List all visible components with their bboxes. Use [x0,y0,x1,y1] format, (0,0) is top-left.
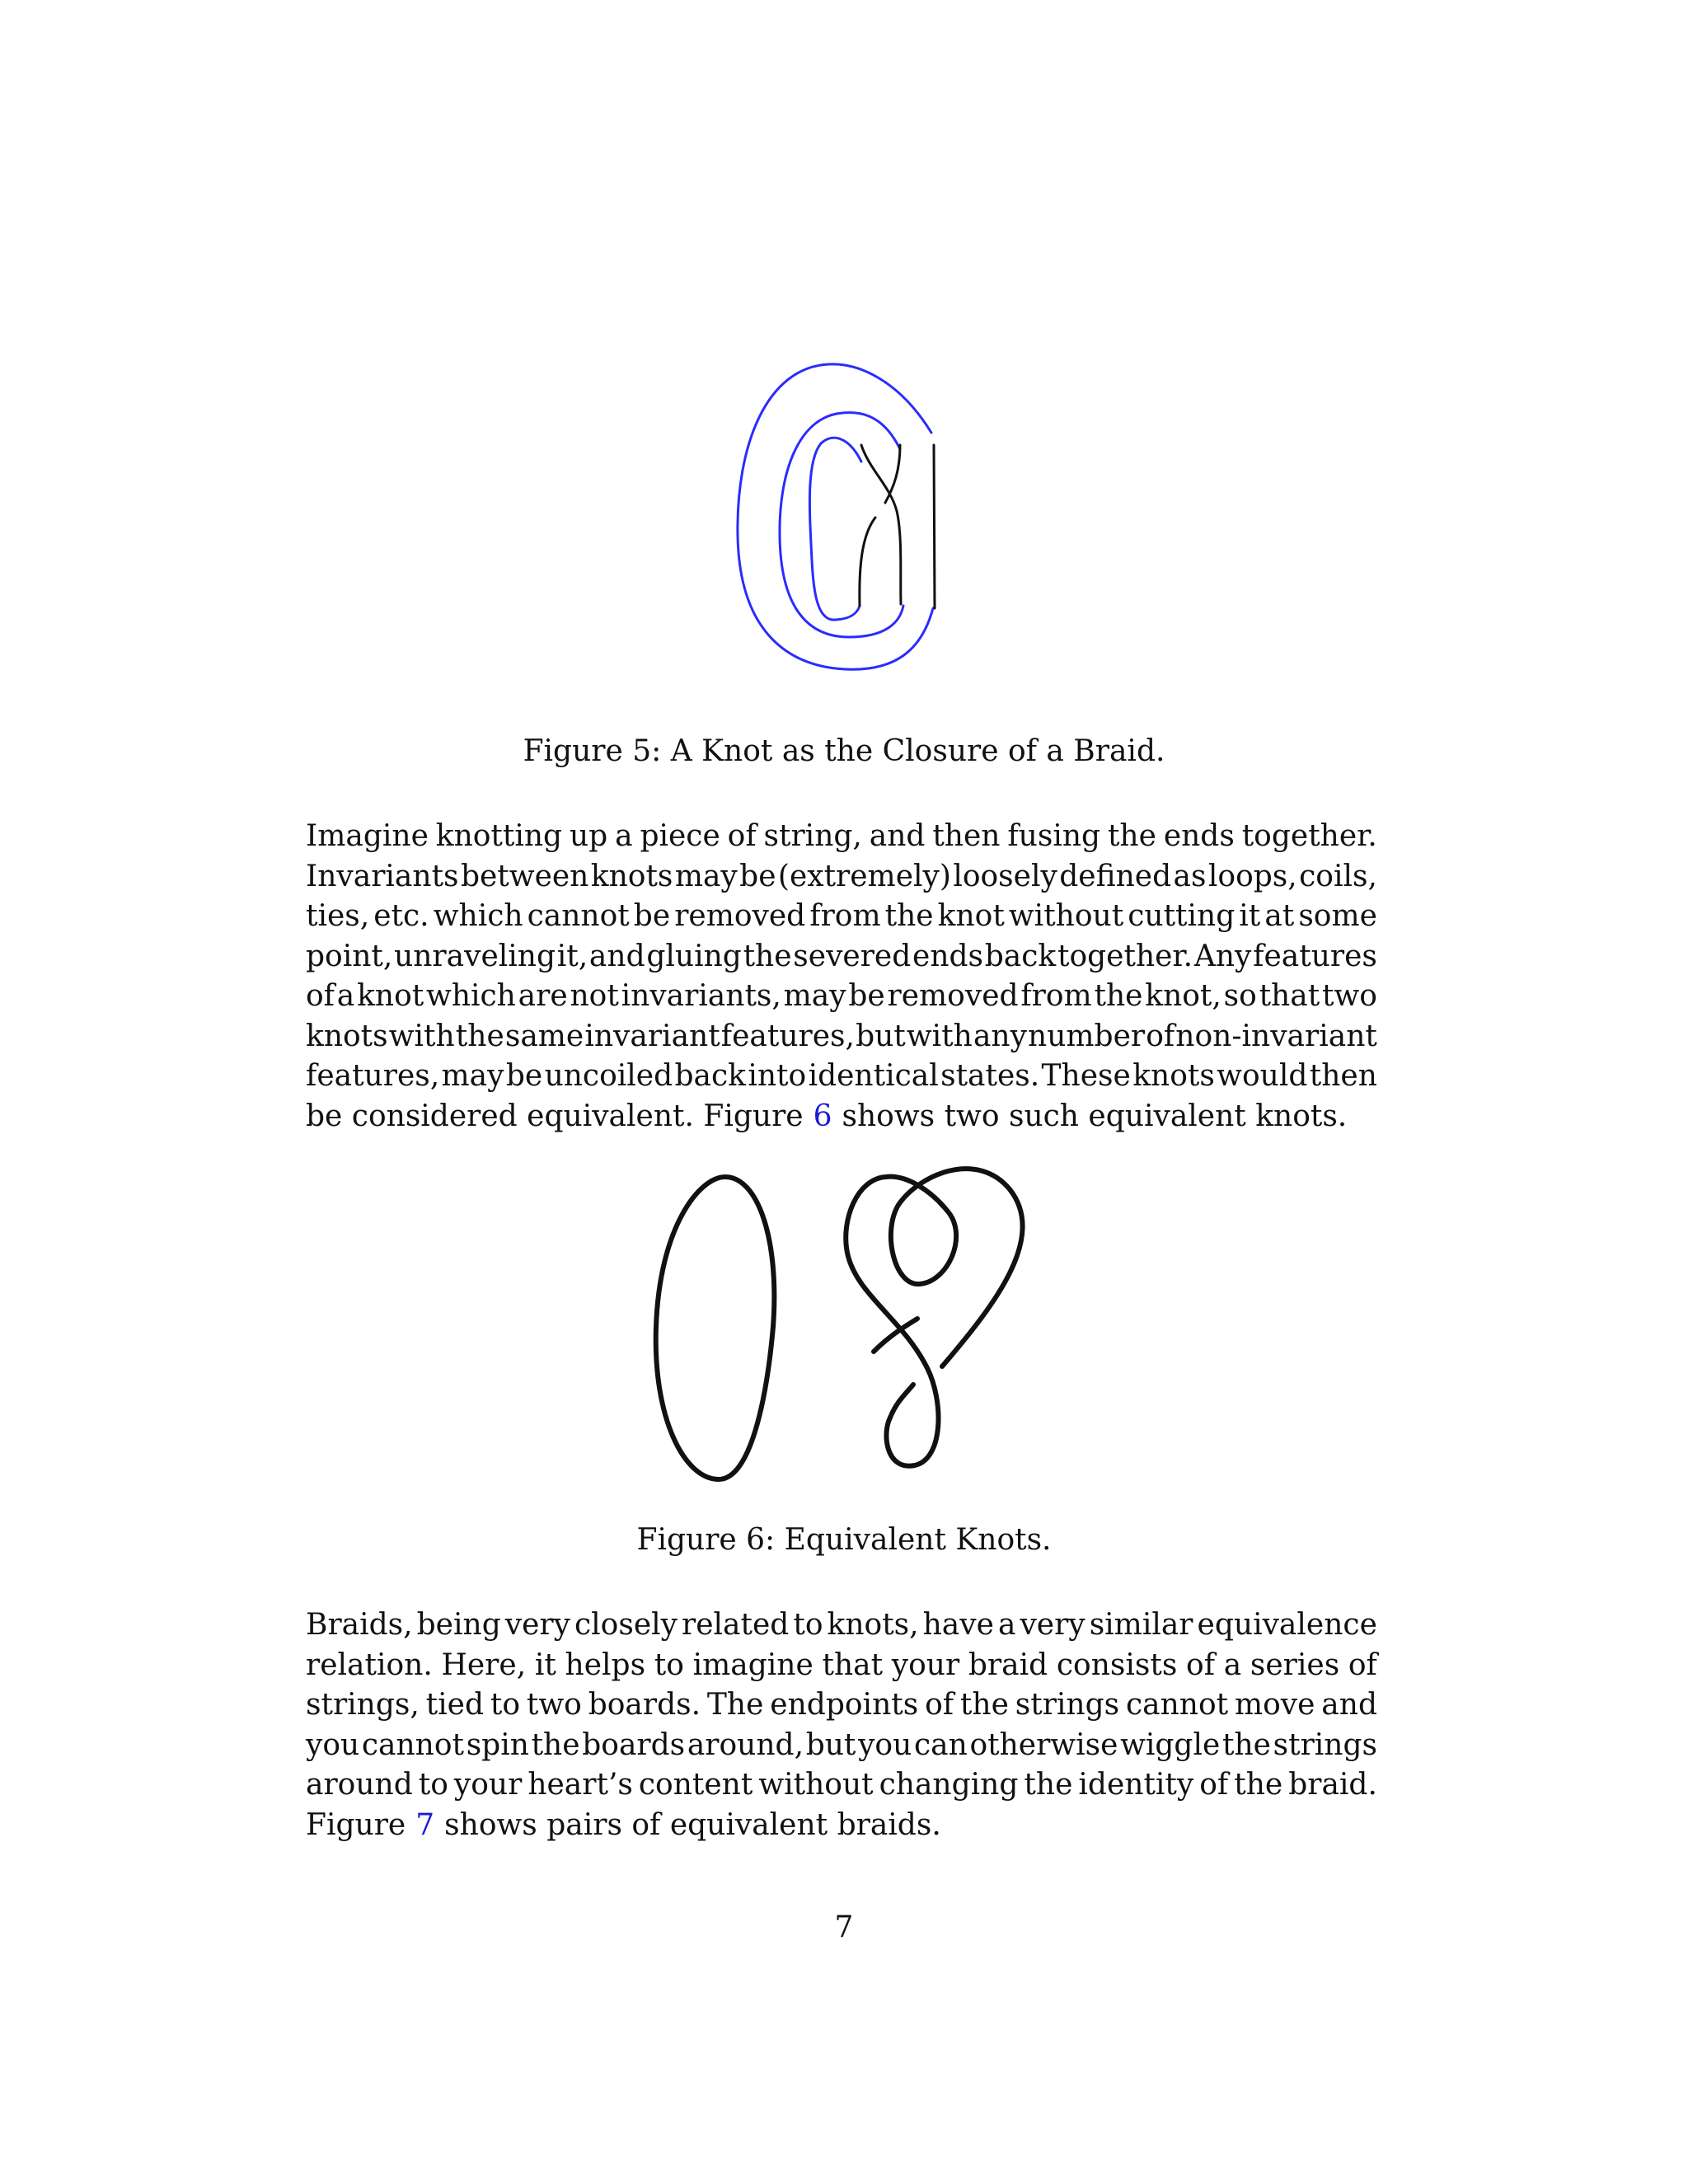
word: the [884,899,934,933]
word: the [1221,1727,1271,1762]
word: of [1348,1647,1377,1682]
word: boards. [588,1688,701,1722]
word: it, [556,939,588,973]
text-line [306,817,1377,857]
word: related [682,1608,790,1642]
word: may [441,1059,504,1093]
word: the [1024,1768,1073,1802]
word: knot [357,979,424,1013]
word: identity [1078,1768,1194,1802]
word: cutting [1128,899,1236,933]
word: boards [582,1727,686,1762]
word: the [531,1727,580,1762]
word: to [654,1647,684,1682]
text-line [306,1685,1377,1726]
word: be [739,859,776,893]
word: braid. [1288,1768,1377,1802]
middle-closure-strand [780,413,903,637]
paragraph-braid-equivalence [306,1605,1377,1845]
word: content [638,1768,753,1802]
word: similar [1089,1608,1193,1642]
word: together. [1241,819,1377,853]
word: imagine [692,1647,814,1682]
word: not [570,979,619,1013]
word: removed [887,979,1019,1013]
word: you [306,1727,360,1762]
word: equivalence [1197,1608,1377,1642]
word: Any [1193,939,1252,973]
word: to [490,1688,521,1722]
word: some [1298,899,1377,933]
word: the [455,1019,504,1053]
figure-6-reference-link[interactable]: 6 [813,1099,832,1133]
word: series [1250,1647,1340,1682]
word: changing [879,1768,1019,1802]
word: the [1234,1768,1283,1802]
text-line [306,1057,1377,1097]
word: coils, [1299,859,1377,893]
word: move [1234,1688,1315,1722]
word: from [1020,979,1092,1013]
word: features, [720,1019,855,1053]
word: invariants, [621,979,781,1013]
word: non-invariant [1175,1019,1377,1053]
text-line [306,937,1377,977]
word: cannot [361,1727,465,1762]
word: the [743,939,792,973]
word: of [727,819,757,853]
word: a [336,979,355,1013]
word: unraveling [394,939,556,973]
inner-closure-strand [809,438,861,620]
word: then [932,819,1001,853]
word: you [858,1727,912,1762]
braid-strand-crossing-under-bottom [860,518,875,606]
word: two [1321,979,1377,1013]
word: are [518,979,568,1013]
word: uncoiled [544,1059,673,1093]
word: your [891,1647,960,1682]
word: heart’s [528,1768,633,1802]
page-number: 7 [834,1910,854,1944]
word: invariant [584,1019,720,1053]
word: wiggle [1120,1727,1221,1762]
word: but [856,1019,906,1053]
word: any [973,1019,1027,1053]
unknot-loop [656,1177,775,1479]
word: that [822,1647,884,1682]
word: being [416,1608,501,1642]
word: the [959,1688,1009,1722]
word: your [453,1768,523,1802]
word: removed [674,899,806,933]
word: knots, [827,1608,919,1642]
text-line [306,897,1377,937]
braid-strand-crossing-under-top [885,445,900,503]
word: of [1199,1768,1229,1802]
word: Braids, [306,1608,413,1642]
text-line [306,1646,1377,1686]
word: Here, [441,1647,527,1682]
word: may [783,979,846,1013]
word: up [569,819,608,853]
braid-strand-straight [934,445,935,608]
word: closely [574,1608,678,1642]
word: spin [466,1727,529,1762]
word: between [460,859,589,893]
word: back [674,1059,746,1093]
word: that [1259,979,1320,1013]
word: features, [306,1059,440,1093]
word: a [615,819,633,853]
word: at [1264,899,1295,933]
word: and [588,939,645,973]
word: around [306,1768,413,1802]
text-line [306,1017,1377,1057]
word: be [505,1059,543,1093]
figure-6-caption: Figure 6: Equivalent Knots. [636,1523,1052,1557]
word: number [1028,1019,1146,1053]
word: with [388,1019,455,1053]
word: loops, [1207,859,1297,893]
word: a [1223,1647,1242,1682]
word: knotting [435,819,563,853]
word: knots [1132,1059,1215,1093]
text-segment: be considered equivalent. Figure [306,1099,804,1133]
word: so [1223,979,1257,1013]
figure-5-braid-closure [709,346,973,692]
word: knots [306,1019,388,1053]
word: loosely [953,859,1057,893]
word: and [1321,1688,1377,1722]
word: can [913,1727,968,1762]
word: of [306,979,335,1013]
word: relation. [306,1647,433,1682]
word: point, [306,939,393,973]
word: of [1186,1647,1216,1682]
word: together. [1057,939,1193,973]
word: then [1309,1059,1377,1093]
word: as [1173,859,1207,893]
word: but [805,1727,856,1762]
word: back [984,939,1057,973]
word: of [925,1688,954,1722]
word: it [534,1647,556,1682]
word: endpoints [770,1688,919,1722]
word: it [1239,899,1261,933]
paragraph-knot-invariants [306,817,1377,1137]
figure-5-caption: Figure 5: A Knot as the Closure of a Braid. [523,734,1165,768]
word: to [793,1608,823,1642]
word: a [997,1608,1016,1642]
word: knot, [1145,979,1221,1013]
word: strings [1015,1688,1120,1722]
word: very [504,1608,570,1642]
word: ties, [306,899,370,933]
outer-closure-strand [738,364,933,669]
word: strings [1273,1727,1377,1762]
word: defined [1059,859,1172,893]
word: which [426,979,516,1013]
word: fusing [1007,819,1101,853]
word: very [1020,1608,1085,1642]
word: with [906,1019,973,1053]
word: be [633,899,671,933]
word: consists [1056,1647,1178,1682]
word: the [1107,819,1156,853]
word: ends [1163,819,1235,853]
word: have [922,1608,994,1642]
word: braid [968,1647,1048,1682]
text-segment: shows pairs of equivalent braids. [444,1807,941,1842]
word: may [674,859,738,893]
word: These [1041,1059,1131,1093]
text-line [306,857,1377,898]
word: and [869,819,926,853]
word: around, [687,1727,804,1762]
word: Imagine [306,819,429,853]
word: same [504,1019,584,1053]
word: Invariants [306,859,459,893]
text-segment: shows two such equivalent knots. [842,1099,1348,1133]
text-line [306,977,1377,1017]
text-line [306,1605,1377,1646]
braid-strand-crossing-over [861,445,901,604]
word: strings, [306,1688,420,1722]
word: the [1094,979,1143,1013]
word: helps [565,1647,646,1682]
text-line [306,1726,1377,1766]
word: etc. [373,899,429,933]
word: without [758,1768,874,1802]
text-line [306,1806,1377,1846]
word: knots [590,859,673,893]
word: into [748,1059,807,1093]
word: The [706,1688,764,1722]
text-segment: Figure [306,1807,406,1842]
word: cannot [527,899,630,933]
word: knot [937,899,1005,933]
word: string, [763,819,862,853]
text-line [306,1097,1377,1137]
word: states. [940,1059,1040,1093]
word: of [1146,1019,1175,1053]
word: otherwise [969,1727,1118,1762]
text-line [306,1765,1377,1806]
word: (extremely) [777,859,951,893]
word: gluing [646,939,742,973]
word: two [526,1688,582,1722]
figure-6-equivalent-knots [643,1162,1039,1492]
word: without [1008,899,1124,933]
word: features [1253,939,1377,973]
word: severed [793,939,912,973]
tangled-knot-main-strand [846,1169,1022,1466]
word: to [418,1768,448,1802]
word: piece [640,819,720,853]
word: which [433,899,523,933]
word: identical [808,1059,939,1093]
word: tied [425,1688,485,1722]
word: cannot [1125,1688,1229,1722]
figure-7-reference-link[interactable]: 7 [415,1807,435,1842]
word: ends [912,939,984,973]
word: would [1217,1059,1308,1093]
word: be [848,979,885,1013]
word: from [809,899,881,933]
